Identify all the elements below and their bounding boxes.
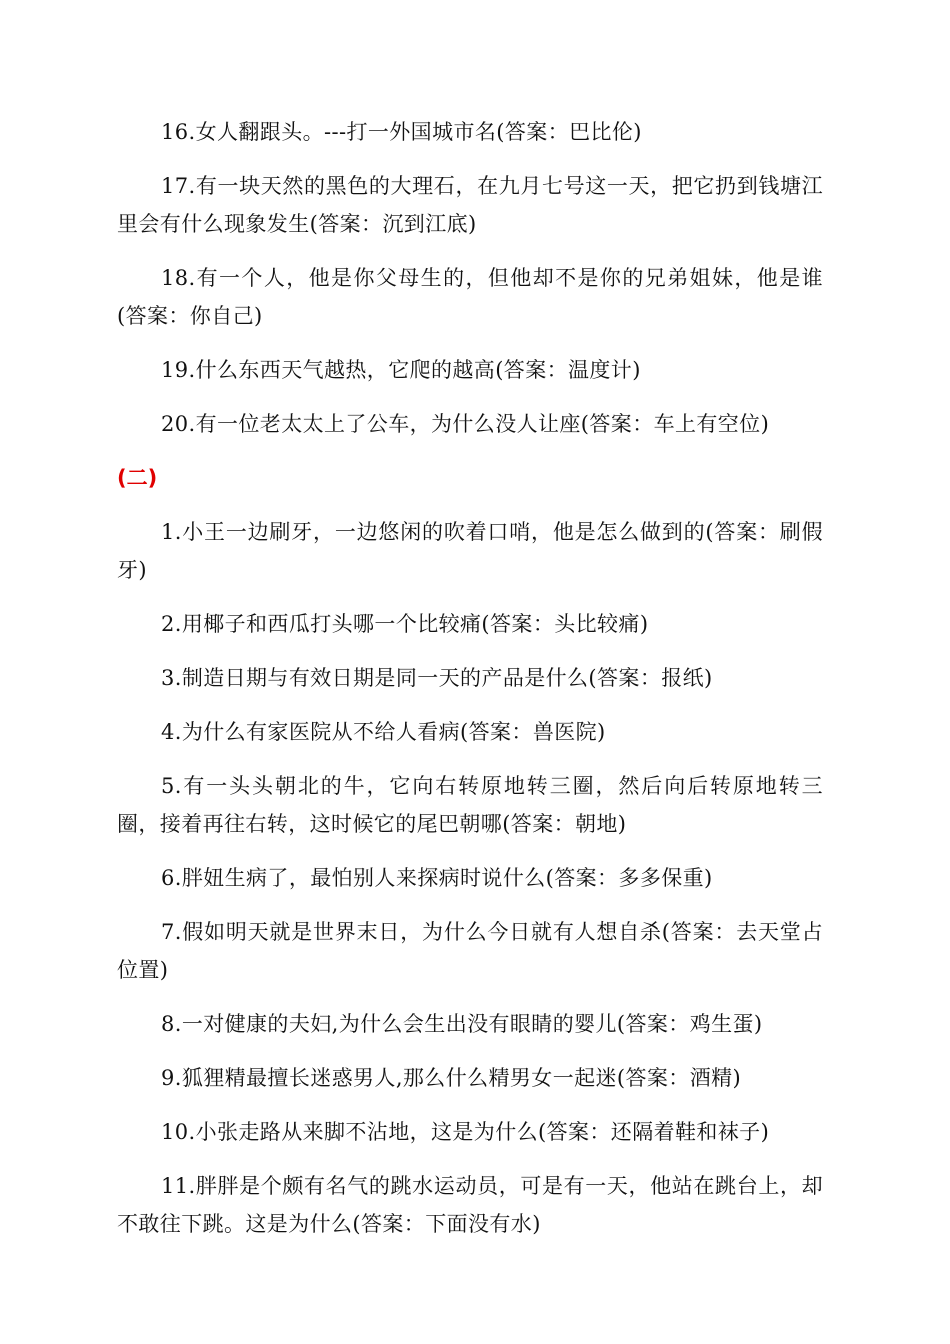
riddle-item: 10.小张走路从来脚不沾地，这是为什么(答案：还隔着鞋和袜子) bbox=[161, 1120, 770, 1144]
riddle-item: 2.用椰子和西瓜打头哪一个比较痛(答案：头比较痛) bbox=[161, 612, 649, 636]
document-body bbox=[117, 113, 823, 1259]
riddle-item: 4.为什么有家医院从不给人看病(答案：兽医院) bbox=[161, 720, 606, 744]
riddle-item: 9.狐狸精最擅长迷惑男人,那么什么精男女一起迷(答案：酒精) bbox=[161, 1066, 742, 1090]
riddle-item: 1.小王一边刷牙，一边悠闲的吹着口哨，他是怎么做到的(答案：刷假牙) bbox=[117, 520, 823, 582]
riddle-item: 18.有一个人，他是你父母生的，但他却不是你的兄弟姐妹，他是谁(答案：你自己) bbox=[117, 266, 823, 328]
riddle-item: 5.有一头头朝北的牛，它向右转原地转三圈，然后向后转原地转三圈，接着再往右转，这时候它的尾巴朝哪(答案：朝地) bbox=[117, 774, 823, 836]
riddle-item: 11.胖胖是个颇有名气的跳水运动员，可是有一天，他站在跳台上，却不敢往下跳。这是为什么(答案：下面没有水) bbox=[117, 1174, 823, 1236]
section-heading: (二) bbox=[117, 466, 158, 490]
riddle-item: 20.有一位老太太上了公车，为什么没人让座(答案：车上有空位) bbox=[161, 412, 770, 436]
riddle-item: 6.胖妞生病了，最怕别人来探病时说什么(答案：多多保重) bbox=[161, 866, 713, 890]
riddle-item: 7.假如明天就是世界末日，为什么今日就有人想自杀(答案：去天堂占位置) bbox=[117, 920, 823, 982]
riddle-item: 19.什么东西天气越热，它爬的越高(答案：温度计) bbox=[161, 358, 641, 382]
riddle-item: 8.一对健康的夫妇,为什么会生出没有眼睛的婴儿(答案：鸡生蛋) bbox=[161, 1012, 763, 1036]
riddle-item: 17.有一块天然的黑色的大理石，在九月七号这一天，把它扔到钱塘江里会有什么现象发生(答案：沉到江底) bbox=[117, 174, 823, 236]
riddle-item: 16.女人翻跟头。---打一外国城市名(答案：巴比伦) bbox=[161, 120, 642, 144]
riddle-item: 3.制造日期与有效日期是同一天的产品是什么(答案：报纸) bbox=[161, 666, 713, 690]
